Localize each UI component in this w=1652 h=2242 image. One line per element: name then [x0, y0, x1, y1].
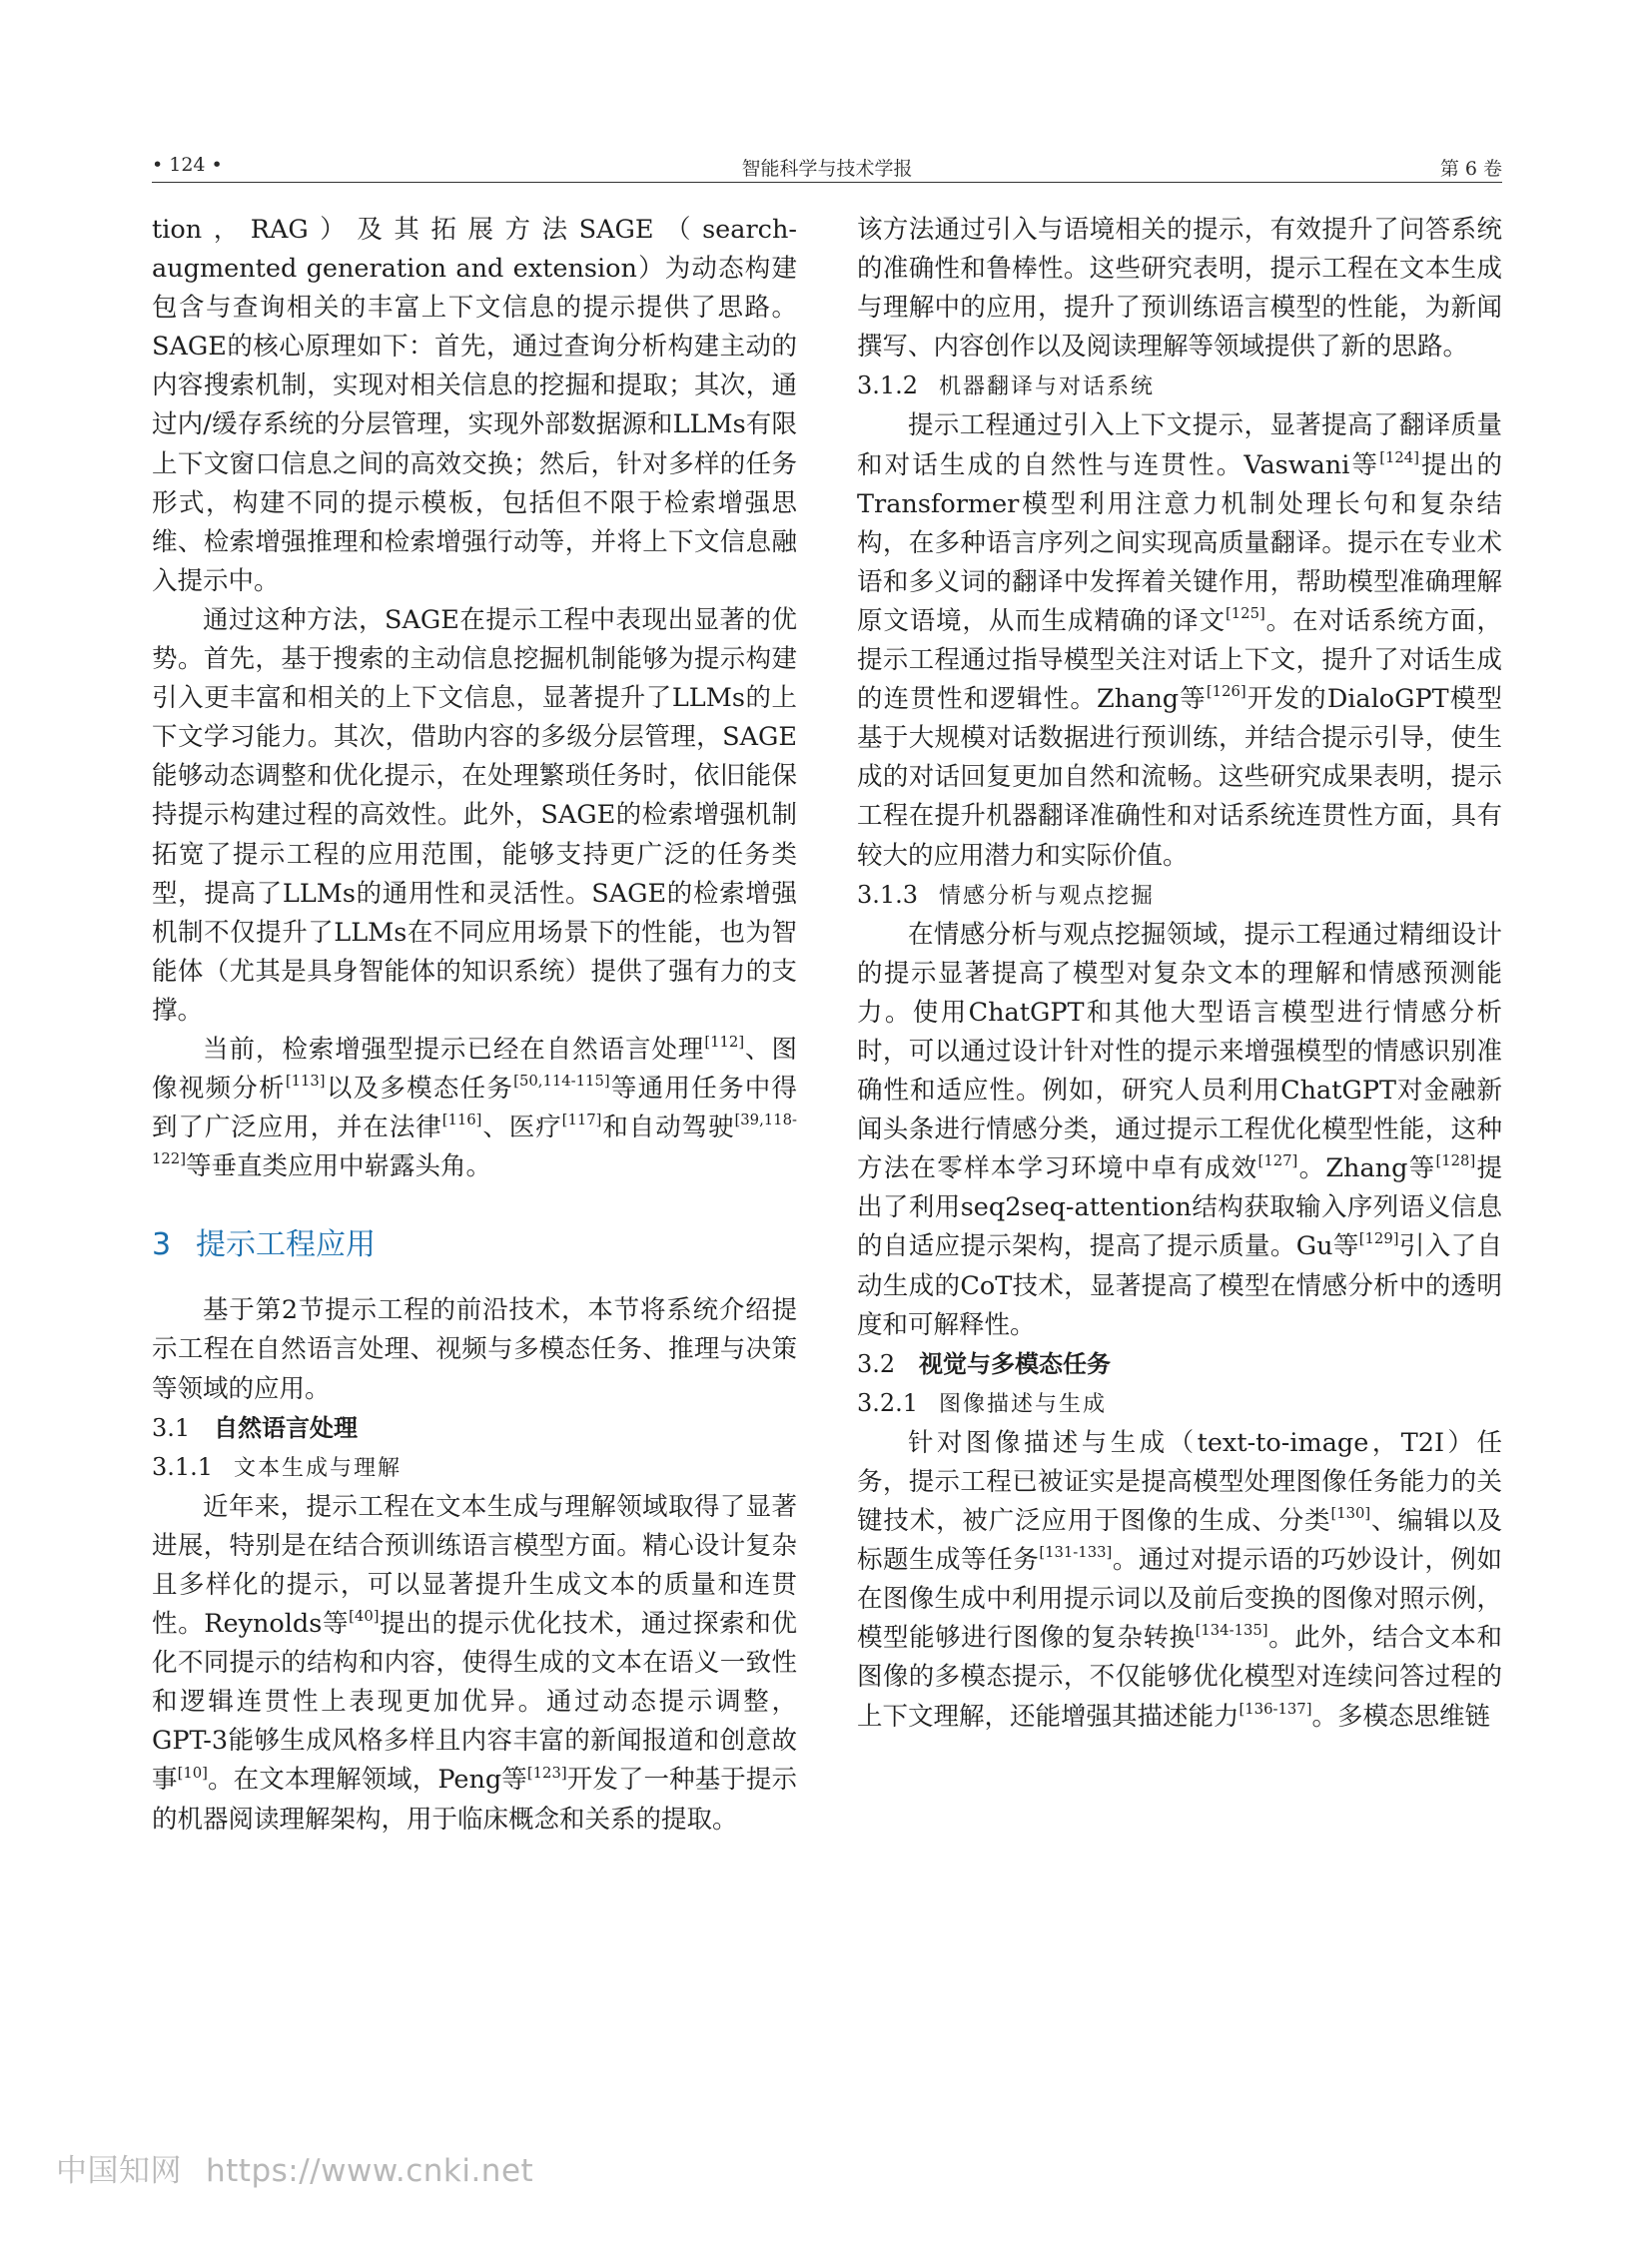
citation: [129]: [1358, 1230, 1399, 1248]
text-run: 和自动驾驶: [601, 1113, 735, 1143]
subsection-heading-3-2: [857, 1345, 1502, 1384]
paragraph-rag-sage: [152, 211, 797, 601]
text-run: tion，RAG）及其拓展方法SAGE（search-augmented generation and extension）为动态构建包含与查询相关的丰富上下文信息的提示提供了思路。SAGE的核心原理如下：首先，通过查询分析构建主动的内容搜索机制，实现对相关信息的挖掘和提取；其次，通过内/缓存系统的分层管理，实现外部数据源和LLMs有限上下文窗口信息之间的高效交换；然后，针对多样的任务形式，构建不同的提示模板，包括但不限于检索增强思维、检索增强推理和检索增强行动等，并将上下文信息融入提示中。: [152, 215, 797, 596]
section-title: 提示工程应用: [196, 1227, 376, 1263]
text-run: 开发了一种基于提示的机器阅读理解架构，用于临床概念和关系的提取。: [152, 1765, 797, 1835]
journal-title: 智能科学与技术学报: [741, 158, 913, 180]
citation: [131-133]: [1039, 1544, 1113, 1562]
subsubsection-number: 3.2.1: [857, 1388, 919, 1417]
page-number: • 124 •: [152, 154, 223, 176]
text-run: 针对图像描述与生成（text-to-image，T2I）任务，提示工程已被证实是提高模型处理图像任务能力的关键技术，被广泛应用于图像的生成、分类: [857, 1427, 1502, 1537]
text-run: 提出的提示优化技术，通过探索和优化不同提示的结构和内容，使得生成的文本在语义一致性和逻辑连贯性上表现更加优异。通过动态提示调整，GPT-3能够生成风格多样且内容丰富的新闻报道和创意故事: [152, 1609, 797, 1796]
text-run: 通过这种方法，SAGE在提示工程中表现出显著的优势。首先，基于搜索的主动信息挖掘机制能够为提示构建引入更丰富和相关的上下文信息，显著提升了LLMs的上下文学习能力。其次，借助内容的多级分层管理，SAGE能够动态调整和优化提示，在处理繁琐任务时，依旧能保持提示构建过程的高效性。此外，SAGE的检索增强机制拓宽了提示工程的应用范围，能够支持更广泛的任务类型，提高了LLMs的通用性和灵活性。SAGE的检索增强机制不仅提升了LLMs在不同应用场景下的性能，也为智能体（尤其是具身智能体的知识系统）提供了强有力的支撑。: [152, 604, 797, 1026]
subsection-title: 视觉与多模态任务: [919, 1349, 1111, 1378]
citation: [123]: [526, 1764, 567, 1782]
text-run: 等通用任务中得到了广泛应用，并在法律: [152, 1074, 797, 1143]
right-column: [857, 211, 1502, 1737]
text-run: 、图像视频分析: [152, 1034, 797, 1105]
paragraph-retrieval-applications: [152, 1031, 797, 1186]
text-run: 开发的DialoGPT模型基于大规模对话数据进行预训练，并结合提示引导，使生成的对话回复更加自然和流畅。这些研究成果表明，提示工程在提升机器翻译准确性和对话系统连贯性方面，具有较大的应用潜力和实际价值。: [857, 684, 1502, 871]
citation: [125]: [1226, 604, 1265, 622]
citation: [127]: [1257, 1152, 1298, 1170]
subsubsection-heading-3-1-2: [857, 367, 1502, 406]
text-run: 、编辑以及标题生成等任务: [857, 1506, 1502, 1576]
text-run: 提示工程通过引入上下文提示，显著提高了翻译质量和对话生成的自然性与连贯性。Vaswani等: [857, 410, 1502, 480]
running-header: [152, 148, 1502, 182]
subsubsection-title: 机器翻译与对话系统: [939, 374, 1156, 400]
citation: [116]: [441, 1112, 482, 1129]
text-run: 。在对话系统方面，提示工程通过指导模型关注对话上下文，提升了对话生成的连贯性和逻辑性。Zhang等: [857, 605, 1502, 715]
paragraph-image-generation: [857, 1424, 1502, 1737]
paragraph-text-generation-cont: [857, 211, 1502, 367]
paragraph-text-generation: [152, 1488, 797, 1840]
header-rule: [152, 182, 1502, 183]
subsection-number: 3.1: [152, 1413, 191, 1442]
text-run: 。在文本理解领域，Peng等: [207, 1765, 527, 1796]
subsubsection-number: 3.1.2: [857, 372, 919, 400]
cnki-watermark: [56, 2145, 533, 2190]
text-run: 提出了利用seq2seq-attention结构获取输入序列语义信息的自适应提示架构，提高了提示质量。Gu等: [857, 1153, 1502, 1262]
citation: [40]: [349, 1608, 380, 1626]
citation: [136-137]: [1239, 1700, 1312, 1718]
citation: [112]: [704, 1034, 745, 1051]
subsubsection-heading-3-1-1: [152, 1448, 797, 1488]
citation: [10]: [177, 1764, 208, 1782]
citation: [50,114-115]: [513, 1073, 610, 1091]
section-heading-3: [152, 1225, 797, 1265]
subsubsection-number: 3.1.1: [152, 1452, 214, 1481]
left-column: [152, 211, 797, 1840]
section-number: 3: [152, 1227, 172, 1263]
text-run: 当前，检索增强型提示已经在自然语言处理: [203, 1034, 705, 1065]
subsection-title: 自然语言处理: [214, 1413, 358, 1442]
citation: [126]: [1206, 683, 1246, 701]
text-run: 引入了自动生成的CoT技术，显著提高了模型在情感分析中的透明度和可解释性。: [857, 1231, 1502, 1340]
text-run: 等垂直类应用中崭露头角。: [185, 1151, 491, 1182]
text-run: 。此外，结合文本和图像的多模态提示，不仅能够优化模型对连续问答过程的上下文理解，还能增强其描述能力: [857, 1623, 1502, 1732]
paragraph-section-intro: [152, 1291, 797, 1408]
subsubsection-title: 情感分析与观点挖掘: [939, 883, 1156, 909]
text-run: 以及多模态任务: [325, 1074, 514, 1105]
citation: [124]: [1379, 448, 1419, 466]
paragraph-translation-dialogue: [857, 406, 1502, 875]
citation: [113]: [285, 1073, 326, 1091]
citation: [117]: [561, 1112, 602, 1129]
text-run: 基于第2节提示工程的前沿技术，本节将系统介绍提示工程在自然语言处理、视频与多模态任务、推理与决策等领域的应用。: [152, 1295, 797, 1404]
paragraph-sentiment-analysis: [857, 916, 1502, 1345]
subsection-number: 3.2: [857, 1349, 896, 1378]
subsubsection-title: 文本生成与理解: [234, 1455, 403, 1481]
subsubsection-heading-3-2-1: [857, 1384, 1502, 1424]
watermark-brand: 中国知网: [56, 2153, 182, 2189]
text-run: 近年来，提示工程在文本生成与理解领域取得了显著进展，特别是在结合预训练语言模型方面。精心设计复杂且多样化的提示，可以显著提升生成文本的质量和连贯性。Reynolds等: [152, 1491, 797, 1640]
text-run: 在情感分析与观点挖掘领域，提示工程通过精细设计的提示显著提高了模型对复杂文本的理解和情感预测能力。使用ChatGPT和其他大型语言模型进行情感分析时，可以通过设计针对性的提示来增强模型的情感识别准确性和适应性。例如，研究人员利用ChatGPT对金融新闻头条进行情感分类，通过提示工程优化模型性能，这种方法在零样本学习环境中卓有成效: [857, 919, 1502, 1184]
subsubsection-number: 3.1.3: [857, 880, 919, 909]
citation: [130]: [1330, 1505, 1371, 1523]
text-run: 。Zhang等: [1297, 1153, 1436, 1184]
text-run: 、医疗: [481, 1113, 562, 1143]
subsubsection-title: 图像描述与生成: [939, 1391, 1108, 1417]
paragraph-sage-advantages: [152, 601, 797, 1031]
text-run: 。多模态思维链: [1311, 1701, 1490, 1732]
watermark-url: https://www.cnki.net: [206, 2153, 534, 2189]
text-run: 提出的Transformer模型利用注意力机制处理长句和复杂结构，在多种语言序列之间实现高质量翻译。提示在专业术语和多义词的翻译中发挥着关键作用，帮助模型准确理解原文语境，从而生成精确的译文: [857, 449, 1502, 636]
citation: [128]: [1435, 1152, 1476, 1170]
text-run: 该方法通过引入与语境相关的提示，有效提升了问答系统的准确性和鲁棒性。这些研究表明，提示工程在文本生成与理解中的应用，提升了预训练语言模型的性能，为新闻撰写、内容创作以及阅读理解等领域提供了新的思路。: [857, 215, 1502, 363]
subsubsection-heading-3-1-3: [857, 876, 1502, 916]
citation: [39,118-122]: [152, 1112, 797, 1168]
citation: [134-135]: [1195, 1622, 1268, 1640]
subsection-heading-3-1: [152, 1409, 797, 1448]
text-run: 。通过对提示语的巧妙设计，例如在图像生成中利用提示词以及前后变换的图像对照示例，模型能够进行图像的复杂转换: [857, 1545, 1502, 1654]
volume-number: 第 6 卷: [1439, 158, 1502, 180]
